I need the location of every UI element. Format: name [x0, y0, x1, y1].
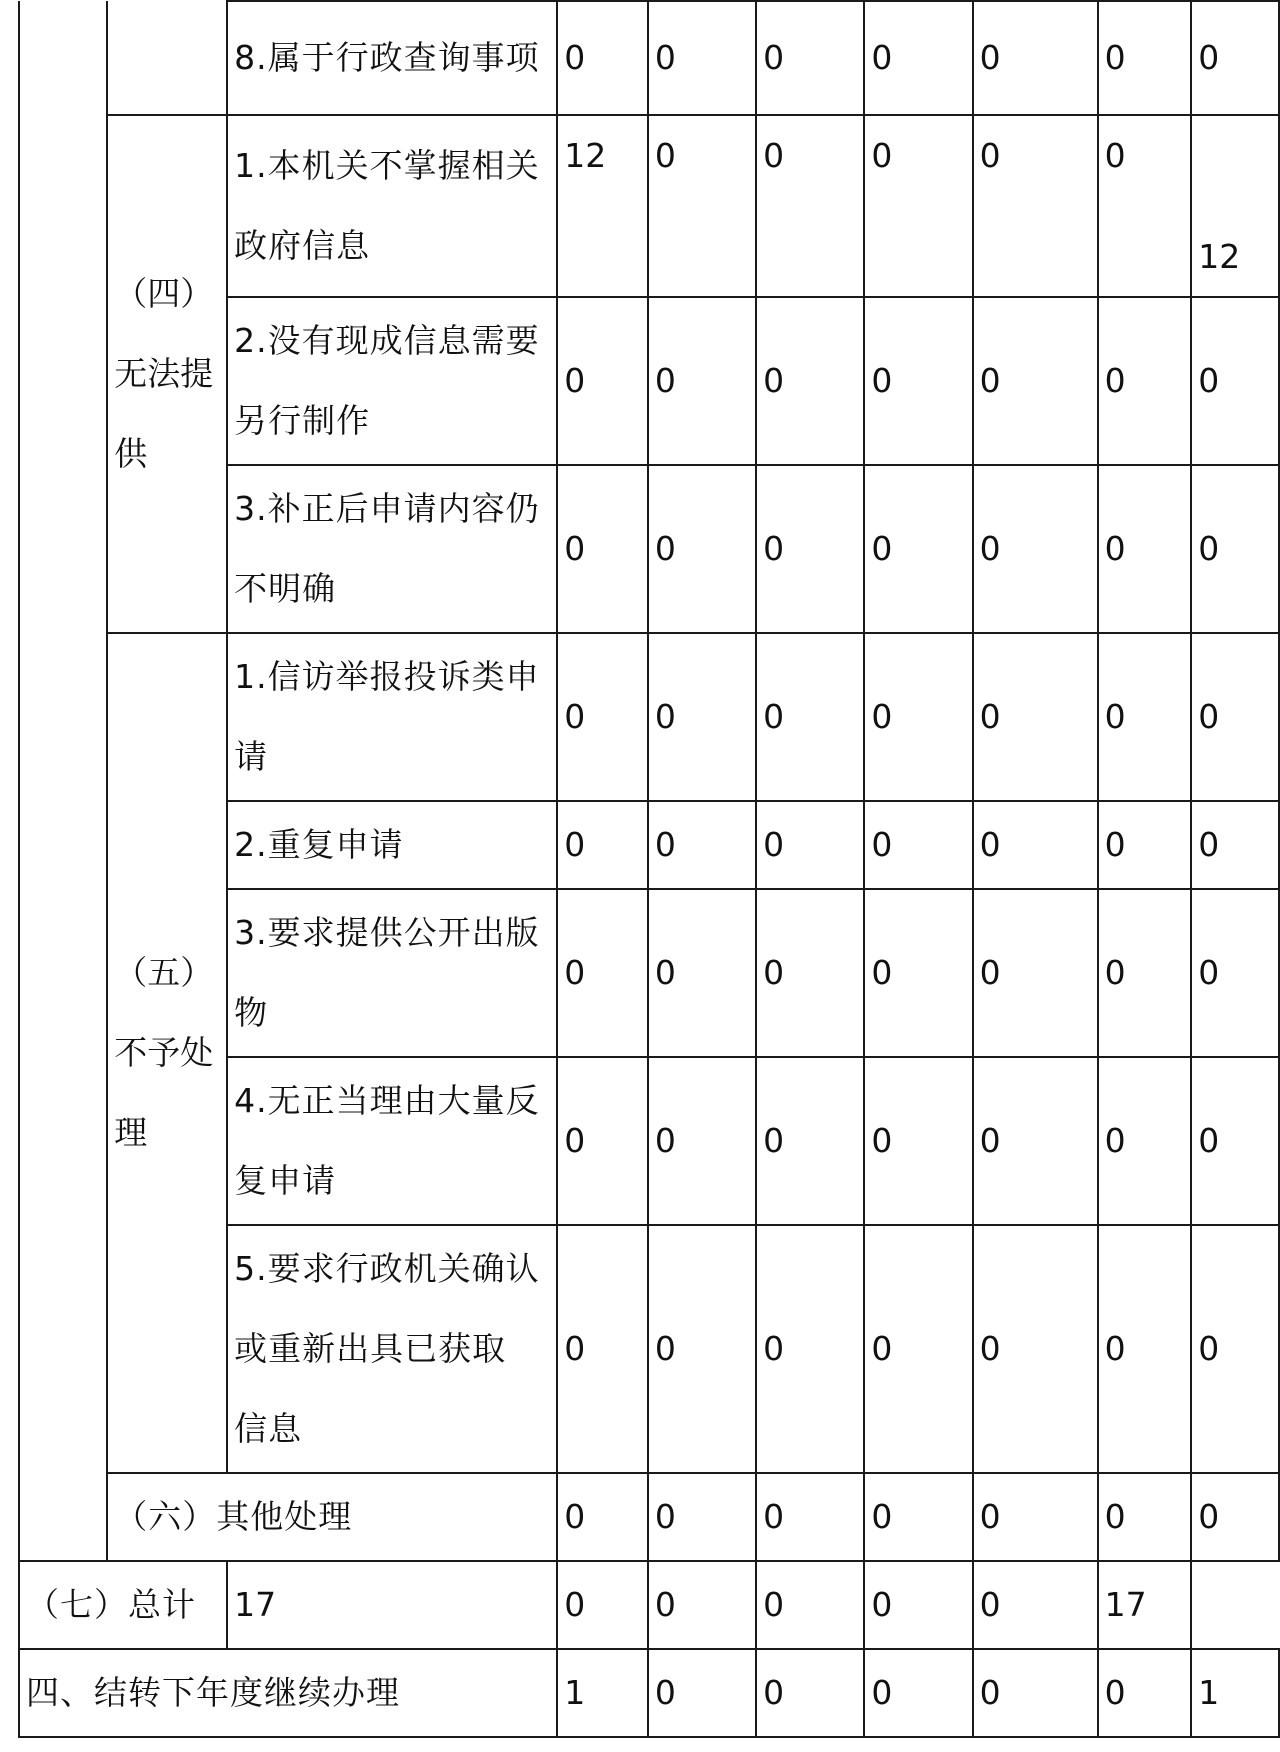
- value-cell: 0: [864, 801, 972, 889]
- value-cell: 0: [1098, 1473, 1192, 1561]
- value-cell: 0: [648, 297, 756, 465]
- value-cell: 0: [973, 1473, 1098, 1561]
- value-cell: 0: [648, 801, 756, 889]
- table-row: [19, 1561, 1279, 1649]
- row-label-line: 2.重复申请: [234, 825, 404, 864]
- value-cell: 0: [756, 889, 864, 1057]
- value-cell: 0: [1098, 297, 1192, 465]
- value-cell: 0: [1098, 633, 1192, 801]
- value-cell: 0: [973, 889, 1098, 1057]
- table-row: [19, 1649, 1279, 1737]
- value-cell: 0: [557, 465, 648, 633]
- value-cell: 0: [756, 801, 864, 889]
- value-cell: 0: [557, 1, 648, 115]
- group-label-cell: [107, 633, 227, 1473]
- value-cell: 0: [973, 465, 1098, 633]
- row-label-line: 2.没有现成信息需要: [234, 321, 540, 360]
- value-cell: 0: [1098, 1057, 1192, 1225]
- value-cell: 0: [1098, 889, 1192, 1057]
- value-cell: 0: [864, 1473, 972, 1561]
- value-cell: 0: [756, 465, 864, 633]
- row-label-line: 3.要求提供公开出版: [234, 913, 540, 952]
- row-label-line: 信息: [234, 1409, 303, 1448]
- row-label: [227, 1225, 557, 1473]
- value-cell: 0: [1098, 801, 1192, 889]
- value-cell: 0: [864, 1225, 972, 1473]
- outer-section-cell: [19, 1, 107, 1561]
- value-cell: 0: [1191, 633, 1279, 801]
- table-row: [19, 1, 1279, 115]
- value-cell: 0: [973, 1225, 1098, 1473]
- value-cell: 0: [557, 1057, 648, 1225]
- value-cell: 0: [864, 1561, 972, 1649]
- row-label-line: 复申请: [234, 1161, 337, 1200]
- row-label-line: 3.补正后申请内容仍: [234, 489, 540, 528]
- value-cell: 17: [1098, 1561, 1192, 1649]
- value-cell: 0: [1191, 297, 1279, 465]
- row-label: [227, 115, 557, 297]
- row-label-line: 1.本机关不掌握相关: [234, 146, 540, 185]
- value-cell: 0: [756, 1225, 864, 1473]
- value-cell: 0: [973, 1649, 1098, 1737]
- row-label-line: 4.无正当理由大量反: [234, 1081, 540, 1120]
- row-label: [227, 1057, 557, 1225]
- row-label: [227, 633, 557, 801]
- row-label-line: 物: [234, 993, 269, 1032]
- value-cell: 0: [1191, 889, 1279, 1057]
- row-label: （七）总计: [19, 1561, 227, 1649]
- value-cell: 1: [1191, 1649, 1279, 1737]
- value-cell: 0: [864, 297, 972, 465]
- group-label-line: 理: [114, 1113, 148, 1152]
- value-cell: 0: [756, 633, 864, 801]
- value-cell: 1: [557, 1649, 648, 1737]
- group-label-cell: [107, 115, 227, 633]
- row-label-line: 请: [234, 737, 269, 776]
- row-label-line: 或重新出具已获取: [234, 1329, 507, 1368]
- group-label-line: （五）: [114, 953, 214, 992]
- value-cell: 12: [557, 115, 648, 297]
- value-cell: 0: [1098, 1225, 1192, 1473]
- statistics-table: [18, 0, 1280, 1738]
- value-cell: 0: [756, 1473, 864, 1561]
- value-cell: 0: [1191, 1473, 1279, 1561]
- value-cell: 0: [864, 115, 972, 297]
- table-row: [19, 633, 1279, 801]
- value-cell: 0: [1098, 465, 1192, 633]
- value-cell: 0: [1191, 1225, 1279, 1473]
- value-cell: 0: [1191, 1057, 1279, 1225]
- value-cell: 0: [864, 465, 972, 633]
- value-cell: 0: [973, 1, 1098, 115]
- value-cell: 0: [1098, 115, 1192, 297]
- row-label-line: 1.信访举报投诉类申: [234, 657, 540, 696]
- value-cell: 0: [1191, 801, 1279, 889]
- value-cell: 0: [648, 115, 756, 297]
- value-cell: 0: [1098, 1, 1192, 115]
- row-label: 8.属于行政查询事项: [227, 1, 557, 115]
- row-label: （六）其他处理: [107, 1473, 557, 1561]
- value-cell: 12: [1191, 115, 1279, 297]
- value-cell: 0: [648, 1561, 756, 1649]
- value-cell: 0: [557, 1473, 648, 1561]
- value-cell: 0: [1191, 465, 1279, 633]
- row-label-line: 5.要求行政机关确认: [234, 1249, 540, 1288]
- table-row: [19, 115, 1279, 297]
- value-cell: 0: [756, 115, 864, 297]
- value-cell: 0: [973, 1561, 1098, 1649]
- value-cell: 0: [648, 1649, 756, 1737]
- value-cell: 0: [648, 633, 756, 801]
- value-cell: 0: [973, 297, 1098, 465]
- row-label: [227, 297, 557, 465]
- value-cell: 0: [557, 889, 648, 1057]
- group-label-line: 不予处: [114, 1033, 214, 1072]
- value-cell: 0: [864, 1, 972, 115]
- value-cell: 0: [1191, 1, 1279, 115]
- table-row: [19, 1473, 1279, 1561]
- value-cell: 0: [973, 115, 1098, 297]
- value-cell: 0: [648, 1057, 756, 1225]
- row-label-line: 不明确: [234, 569, 337, 608]
- value-cell: 0: [648, 1473, 756, 1561]
- value-cell: 0: [648, 465, 756, 633]
- group-cell-continued: [107, 1, 227, 115]
- value-cell: 0: [648, 1, 756, 115]
- value-cell: 0: [864, 889, 972, 1057]
- group-label-line: 供: [114, 434, 148, 473]
- value-cell: 0: [864, 1649, 972, 1737]
- row-label-line: 另行制作: [234, 401, 371, 440]
- value-cell: 0: [756, 297, 864, 465]
- value-cell: 0: [557, 633, 648, 801]
- value-cell: 0: [973, 1057, 1098, 1225]
- value-cell: 0: [864, 1057, 972, 1225]
- value-cell: 0: [756, 1649, 864, 1737]
- value-cell: 0: [1098, 1649, 1192, 1737]
- value-cell: 0: [756, 1057, 864, 1225]
- value-cell: 0: [756, 1561, 864, 1649]
- value-cell: 0: [648, 1225, 756, 1473]
- group-label-line: 无法提: [114, 354, 214, 393]
- row-label: 四、结转下年度继续办理: [19, 1649, 557, 1737]
- value-cell: 0: [557, 1561, 648, 1649]
- value-cell: 0: [973, 633, 1098, 801]
- value-cell: 0: [756, 1, 864, 115]
- value-cell: 0: [648, 889, 756, 1057]
- row-label-line: 政府信息: [234, 226, 371, 265]
- value-cell: 17: [227, 1561, 557, 1649]
- value-cell: 0: [973, 801, 1098, 889]
- value-cell: 0: [557, 1225, 648, 1473]
- group-label-line: （四）: [114, 274, 214, 313]
- value-cell: 0: [864, 633, 972, 801]
- value-cell: 0: [557, 297, 648, 465]
- row-label: [227, 465, 557, 633]
- row-label: [227, 801, 557, 889]
- row-label: [227, 889, 557, 1057]
- value-cell: 0: [557, 801, 648, 889]
